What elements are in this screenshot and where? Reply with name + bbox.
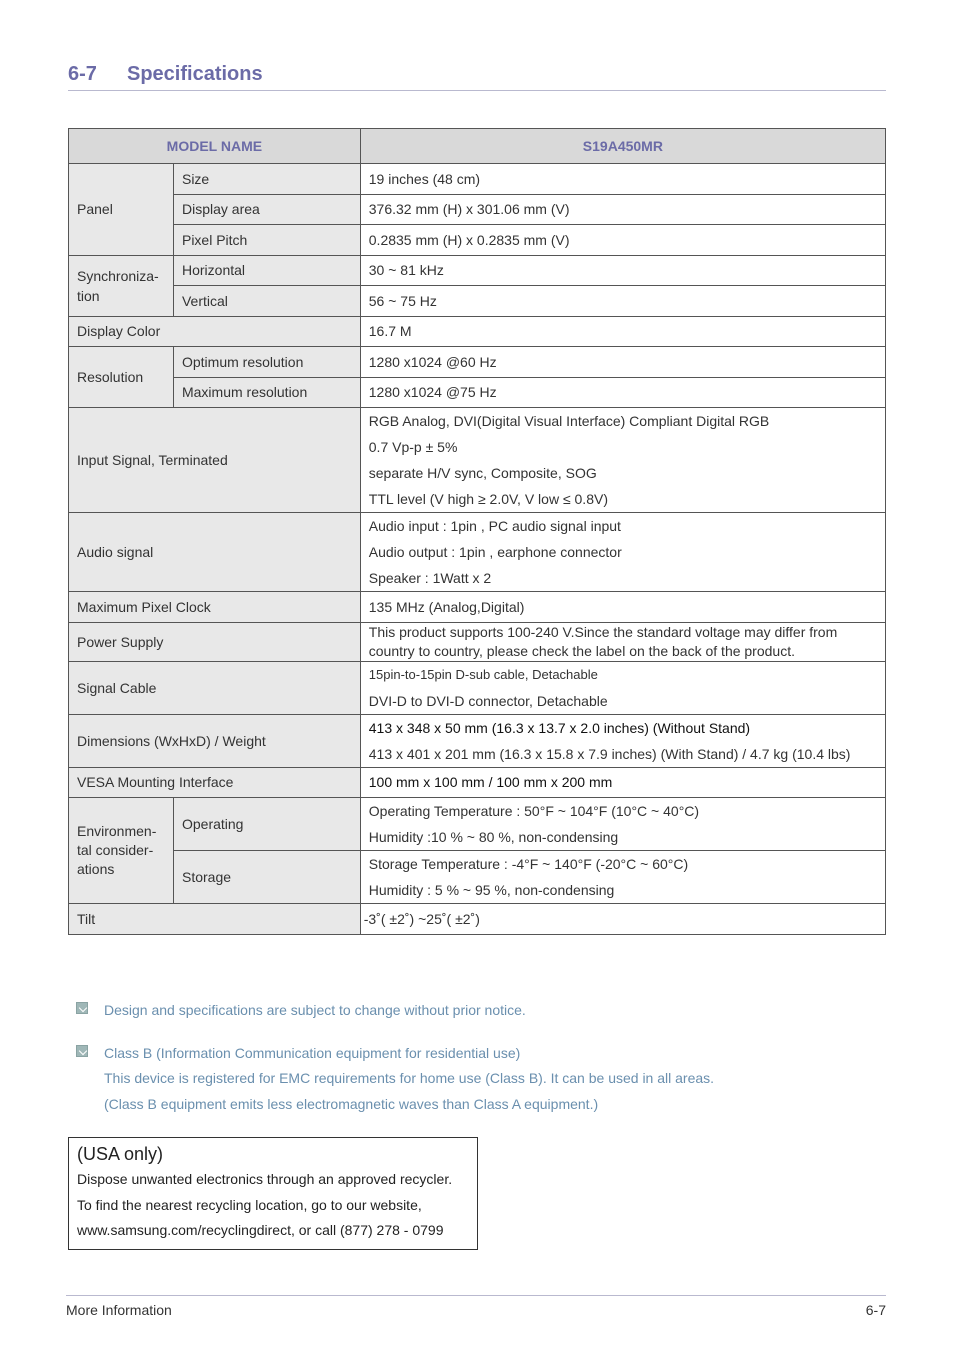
table-row [69, 904, 886, 935]
table-row [69, 164, 886, 195]
row-label-signal-cable: Signal Cable [69, 661, 361, 714]
value-line: 0.7 Vp-p ± 5% [368, 439, 458, 455]
section-heading [68, 62, 886, 91]
note-icon [76, 1002, 88, 1014]
value-line: separate H/V sync, Composite, SOG [368, 465, 597, 481]
note-item [76, 998, 886, 1024]
note-item [76, 1041, 886, 1118]
sub-label-vertical: Vertical [173, 286, 360, 317]
usa-box-line: To find the nearest recycling location, go to our website, [77, 1196, 422, 1213]
note-line: This device is registered for EMC requirements for home use (Class B). It can be used in all areas. [104, 1070, 715, 1086]
row-label-display-color: Display Color [69, 316, 361, 347]
row-label-environment: Environmen-tal consider-ations [69, 798, 174, 904]
table-row [69, 286, 886, 317]
value-line: Humidity : 5 % ~ 95 %, non-condensing [368, 882, 615, 898]
section-number: 6-7 [68, 63, 97, 85]
footer-section: More Information [66, 1302, 172, 1318]
value-storage [360, 851, 885, 904]
table-row [69, 592, 886, 623]
value-line: TTL level (V high ≥ 2.0V, V low ≤ 0.8V) [368, 491, 608, 507]
sub-label-storage: Storage [173, 851, 360, 904]
note-line: (Class B equipment emits less electromagnetic waves than Class A equipment.) [104, 1095, 599, 1112]
table-row [69, 714, 886, 767]
usa-box-line: www.samsung.com/recyclingdirect, or call (877) 278 - 0799 [77, 1222, 444, 1238]
sub-label-display-area: Display area [173, 194, 360, 225]
value-size: 19 inches (48 cm) [360, 164, 885, 195]
value-pixel-pitch: 0.2835 mm (H) x 0.2835 mm (V) [360, 225, 885, 256]
value-display-area: 376.32 mm (H) x 301.06 mm (V) [360, 194, 885, 225]
table-row [69, 377, 886, 408]
value-signal-cable [360, 661, 885, 714]
value-line: Speaker : 1Watt x 2 [368, 570, 492, 586]
section-title: Specifications [127, 63, 263, 85]
value-pixel-clock: 135 MHz (Analog,Digital) [360, 592, 885, 623]
table-row [69, 767, 886, 798]
value-vertical: 56 ~ 75 Hz [360, 286, 885, 317]
row-label-sync: Synchroniza-tion [69, 255, 174, 316]
sub-label-maximum: Maximum resolution [173, 377, 360, 408]
notes [76, 998, 886, 1117]
table-row [69, 255, 886, 286]
value-line: 413 x 401 x 201 mm (16.3 x 15.8 x 7.9 inches) (With Stand) / 4.7 kg (10.4 lbs) [368, 745, 851, 762]
value-maximum: 1280 x1024 @75 Hz [360, 377, 885, 408]
footer-page-number: 6-7 [865, 1302, 886, 1318]
header-model-name: MODEL NAME [69, 129, 361, 164]
table-row [69, 661, 886, 714]
value-operating [360, 798, 885, 851]
value-line: 15pin-to-15pin D-sub cable, Detachable [368, 666, 598, 682]
value-line: Humidity :10 % ~ 80 %, non-condensing [368, 829, 619, 845]
specifications-table [68, 128, 886, 935]
value-power: This product supports 100-240 V.Since the standard voltage may differ from country to country, please check the label on the back of the product. [360, 622, 885, 661]
table-row [69, 408, 886, 513]
table-header-row [69, 129, 886, 164]
value-line: Audio input : 1pin , PC audio signal input [368, 518, 621, 534]
sub-label-size: Size [173, 164, 360, 195]
value-tilt: -3˚( ±2˚) ~25˚( ±2˚) [360, 904, 885, 935]
usa-box-line: Dispose unwanted electronics through an approved recycler. [77, 1171, 453, 1187]
table-row [69, 347, 886, 378]
value-line: RGB Analog, DVI(Digital Visual Interface) Compliant Digital RGB [368, 413, 770, 429]
value-vesa: 100 mm x 100 mm / 100 mm x 200 mm [360, 767, 885, 798]
note-line: Class B (Information Communication equipment for residential use) [104, 1044, 521, 1061]
sub-label-optimum: Optimum resolution [173, 347, 360, 378]
row-label-power: Power Supply [69, 622, 361, 661]
sub-label-horizontal: Horizontal [173, 255, 360, 286]
value-horizontal: 30 ~ 81 kHz [360, 255, 885, 286]
row-label-pixel-clock: Maximum Pixel Clock [69, 592, 361, 623]
table-row [69, 851, 886, 904]
value-line: Storage Temperature : -4°F ~ 140°F (-20°C ~ 60°C) [368, 856, 689, 872]
note-line: Design and specifications are subject to change without prior notice. [104, 1002, 526, 1018]
value-line: Audio output : 1pin , earphone connector [368, 544, 622, 560]
value-dimensions [360, 714, 885, 767]
table-row [69, 194, 886, 225]
value-line: 413 x 348 x 50 mm (16.3 x 13.7 x 2.0 inches) (Without Stand) [368, 719, 751, 736]
table-row [69, 513, 886, 592]
header-model-value: S19A450MR [360, 129, 885, 164]
sub-label-operating: Operating [173, 798, 360, 851]
table-row [69, 316, 886, 347]
value-optimum: 1280 x1024 @60 Hz [360, 347, 885, 378]
row-label-input-signal: Input Signal, Terminated [69, 408, 361, 513]
table-row [69, 798, 886, 851]
table-row [69, 225, 886, 256]
value-display-color: 16.7 M [360, 316, 885, 347]
value-input-signal [360, 408, 885, 513]
usa-box-title: (USA only) [77, 1144, 164, 1164]
row-label-vesa: VESA Mounting Interface [69, 767, 361, 798]
note-icon [76, 1045, 88, 1057]
row-label-tilt: Tilt [69, 904, 361, 935]
value-line: Operating Temperature : 50°F ~ 104°F (10°C ~ 40°C) [368, 803, 700, 819]
table-row [69, 622, 886, 661]
row-label-dimensions: Dimensions (WxHxD) / Weight [69, 714, 361, 767]
value-audio [360, 513, 885, 592]
page-footer [66, 1295, 886, 1320]
row-label-panel: Panel [69, 164, 174, 256]
row-label-resolution: Resolution [69, 347, 174, 408]
sub-label-pixel-pitch: Pixel Pitch [173, 225, 360, 256]
value-line: DVI-D to DVI-D connector, Detachable [368, 692, 608, 709]
row-label-audio: Audio signal [69, 513, 361, 592]
usa-recycling-box [68, 1137, 478, 1250]
